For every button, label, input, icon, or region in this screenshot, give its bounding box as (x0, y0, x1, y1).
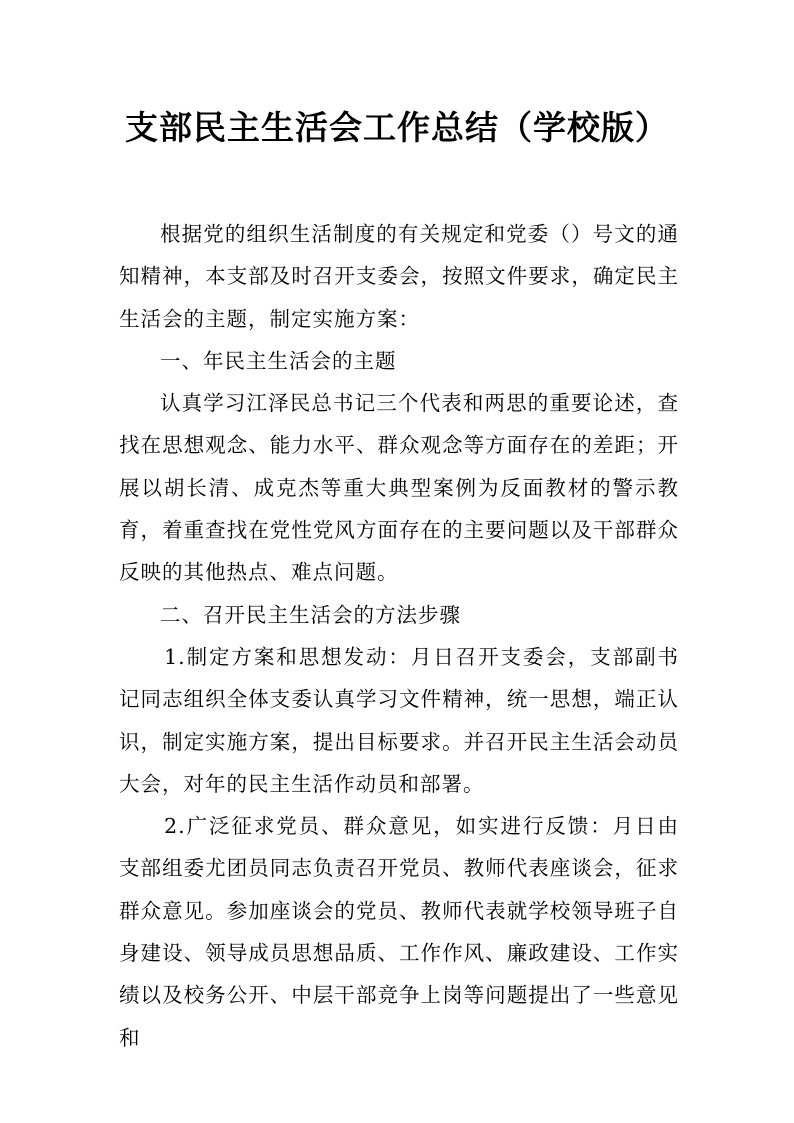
document-body (119, 213, 679, 1059)
paragraph-step-1: 1.制定方案和思想发动：月日召开支委会，支部副书记同志组织全体支委认真学习文件精神，统一思想，端正认识，制定实施方案，提出目标要求。并召开民主生活会动员大会，对年的民主生活作动员和部署。 (119, 644, 679, 796)
document-title: 支部民主生活会工作总结（学校版） (125, 108, 669, 147)
section-heading-theme: 一、年民主生活会的主题 (160, 348, 397, 373)
paragraph-step-2: 2.广泛征求党员、群众意见，如实进行反馈：月日由支部组委尤团员同志负责召开党员、教师代表座谈会，征求群众意见。参加座谈会的党员、教师代表就学校领导班子自身建设、领导成员思想品质、工作作风、廉政建设、工作实绩以及校务公开、中层干部竞争上岗等问题提出了一些意见和 (119, 814, 679, 1050)
paragraph-intro: 根据党的组织生活制度的有关规定和党委（）号文的通知精神，本支部及时召开支委会，按照文件要求，确定民主生活会的主题，制定实施方案： (119, 222, 679, 331)
section-heading-steps: 二、召开民主生活会的方法步骤 (160, 602, 461, 627)
paragraph-theme: 认真学习江泽民总书记三个代表和两思的重要论述，查找在思想观念、能力水平、群众观念等方面存在的差距；开展以胡长清、成克杰等重大典型案例为反面教材的警示教育，着重查找在党性党风方面存在的主要问题以及干部群众反映的其他热点、难点问题。 (119, 391, 679, 585)
